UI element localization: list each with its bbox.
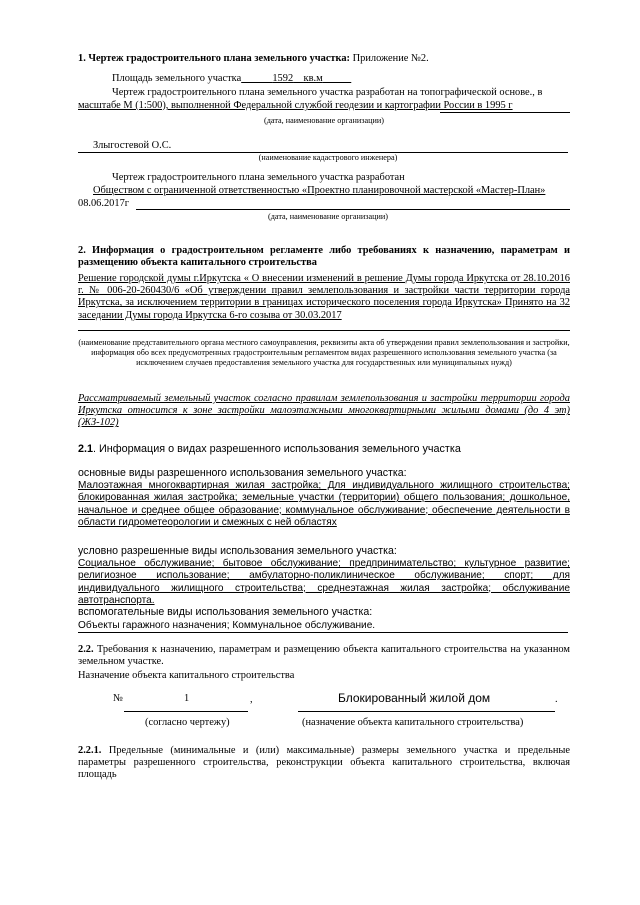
plan-intro: Чертеж градостроительного плана земельного участка разработан на топографической основе., в <box>112 87 543 98</box>
section-2-1-heading <box>78 443 461 455</box>
section-2-1-title: . Информация о видах разрешенного использования земельного участка <box>93 443 461 455</box>
main-uses-label: основные виды разрешенного использования земельного участка: <box>78 467 407 479</box>
auxiliary-uses-label: вспомогательные виды использования земельного участка: <box>78 606 373 618</box>
section-1-heading-bold: 1. Чертеж градостроительного плана земельного участка: <box>78 53 351 64</box>
section-2-1-num: 2.1 <box>78 443 94 455</box>
area-line <box>112 73 351 85</box>
object-number-rule <box>124 711 248 712</box>
auxiliary-uses-text: Объекты гаражного назначения; Коммунальное обслуживание. <box>78 620 376 631</box>
caption-purpose: (назначение объекта капитального строительства) <box>302 717 524 728</box>
developer-date-rule <box>136 209 570 210</box>
section-2-heading: 2. Информация о градостроительном регламенте либо требованиях к назначению, параметрам и размещению объекта капитального строительства <box>78 245 570 269</box>
purpose-label: Назначение объекта капитального строительства <box>78 670 295 681</box>
caption-drawing: (согласно чертежу) <box>145 717 230 728</box>
section-2-2-1-text <box>78 745 570 782</box>
object-purpose-period: . <box>555 694 558 705</box>
conditional-uses-text: Социальное обслуживание; бытовое обслуживание; предпринимательство; культурное развитие; религиозное использование; амбулаторно-поликлиническое обслуживание; спорт; для индивидуального жилищного строительства; среднеэтажная жилая застройка; обслуживание автотранспорта. <box>78 558 570 606</box>
regulation-decision: Решение городской думы г.Иркутска « О внесении изменений в решение Думы города Иркутска от 28.10.2016 г. № 006-20-260430/6 «Об утверждении правил землепользования и застройки части территории города Иркутска, за исключением территории в границах исторического поселения города Иркутска» Принято на 32 заседании Думы города Иркутска 6-го созыва от 30.03.2017 <box>78 273 570 321</box>
section-1-heading-rest: Приложение №2. <box>350 53 429 64</box>
auxiliary-uses-rule <box>78 632 568 633</box>
section-2-2-1-num: 2.2.1. <box>78 745 102 756</box>
area-value: 1592_ кв.м <box>272 73 323 84</box>
caption-engineer: (наименование кадастрового инженера) <box>258 153 398 162</box>
section-2-2-text <box>78 644 570 668</box>
object-purpose-value: Блокированный жилой дом <box>338 691 491 705</box>
object-number-value: 1 <box>184 693 190 704</box>
section-2-2-num: 2.2. <box>78 644 94 655</box>
section-2-2-body: Требования к назначению, параметрам и размещению объекта капитального строительства на указанном земельном участке. <box>78 644 570 668</box>
plan-scale: масштабе М (1:500), выполненной Федеральной службой геодезии и картографии России в 1995 г <box>78 100 513 111</box>
caption-org-1: (дата, наименование организации) <box>264 116 384 125</box>
developer-org: Обществом с ограниченной ответственностью «Проектно планировочной мастерской «Мастер-План» <box>93 185 546 196</box>
object-number-comma: , <box>250 694 253 705</box>
object-number-sign: № <box>113 693 123 704</box>
plan-scale-rule <box>440 112 570 113</box>
developer-intro: Чертеж градостроительного плана земельного участка разработан <box>112 172 405 183</box>
developer-date: 08.06.2017г <box>78 198 130 209</box>
area-prefix: Площадь земельного участка <box>112 73 242 84</box>
caption-org-2: (дата, наименование организации) <box>268 212 388 221</box>
main-uses-text: Малоэтажная многоквартирная жилая застройка; Для индивидуального жилищного строительства; блокированная жилая застройка; земельные участки (территории) общего пользования; дошкольное, начальное и среднее общее образование; коммунальное обслуживание; обеспечение деятельности в области гидрометеорологии и смежных с ней областях <box>78 480 570 528</box>
zone-note: Рассматриваемый земельный участок согласно правилам землепользования и застройки территории города Иркутска относится к зоне застройки малоэтажными многоквартирными жилыми домами (до 4 эт) (ЖЗ-102) <box>78 393 570 429</box>
section-1-heading <box>78 53 429 65</box>
section-2-2-1-body: Предельные (минимальные и (или) максимальные) размеры земельного участка и предельные параметры разрешенного строительства, реконструкции объекта капитального строительства, включая площадь <box>78 745 570 781</box>
engineer-name: Злыгостевой О.С. <box>93 140 172 151</box>
conditional-uses-label: условно разрешенные виды использования земельного участка: <box>78 545 397 557</box>
decision-rule <box>78 330 570 331</box>
decision-caption: (наименование представительного органа местного самоуправления, реквизиты акта об утверждении правил землепользования и застройки, информация обо всех предусмотренных градостроительным регламентом видах разрешенного использования земельного участка (за исключением случаев предоставления земельного участка для государственных или муниципальных нужд) <box>78 338 570 367</box>
object-purpose-rule <box>298 711 555 712</box>
